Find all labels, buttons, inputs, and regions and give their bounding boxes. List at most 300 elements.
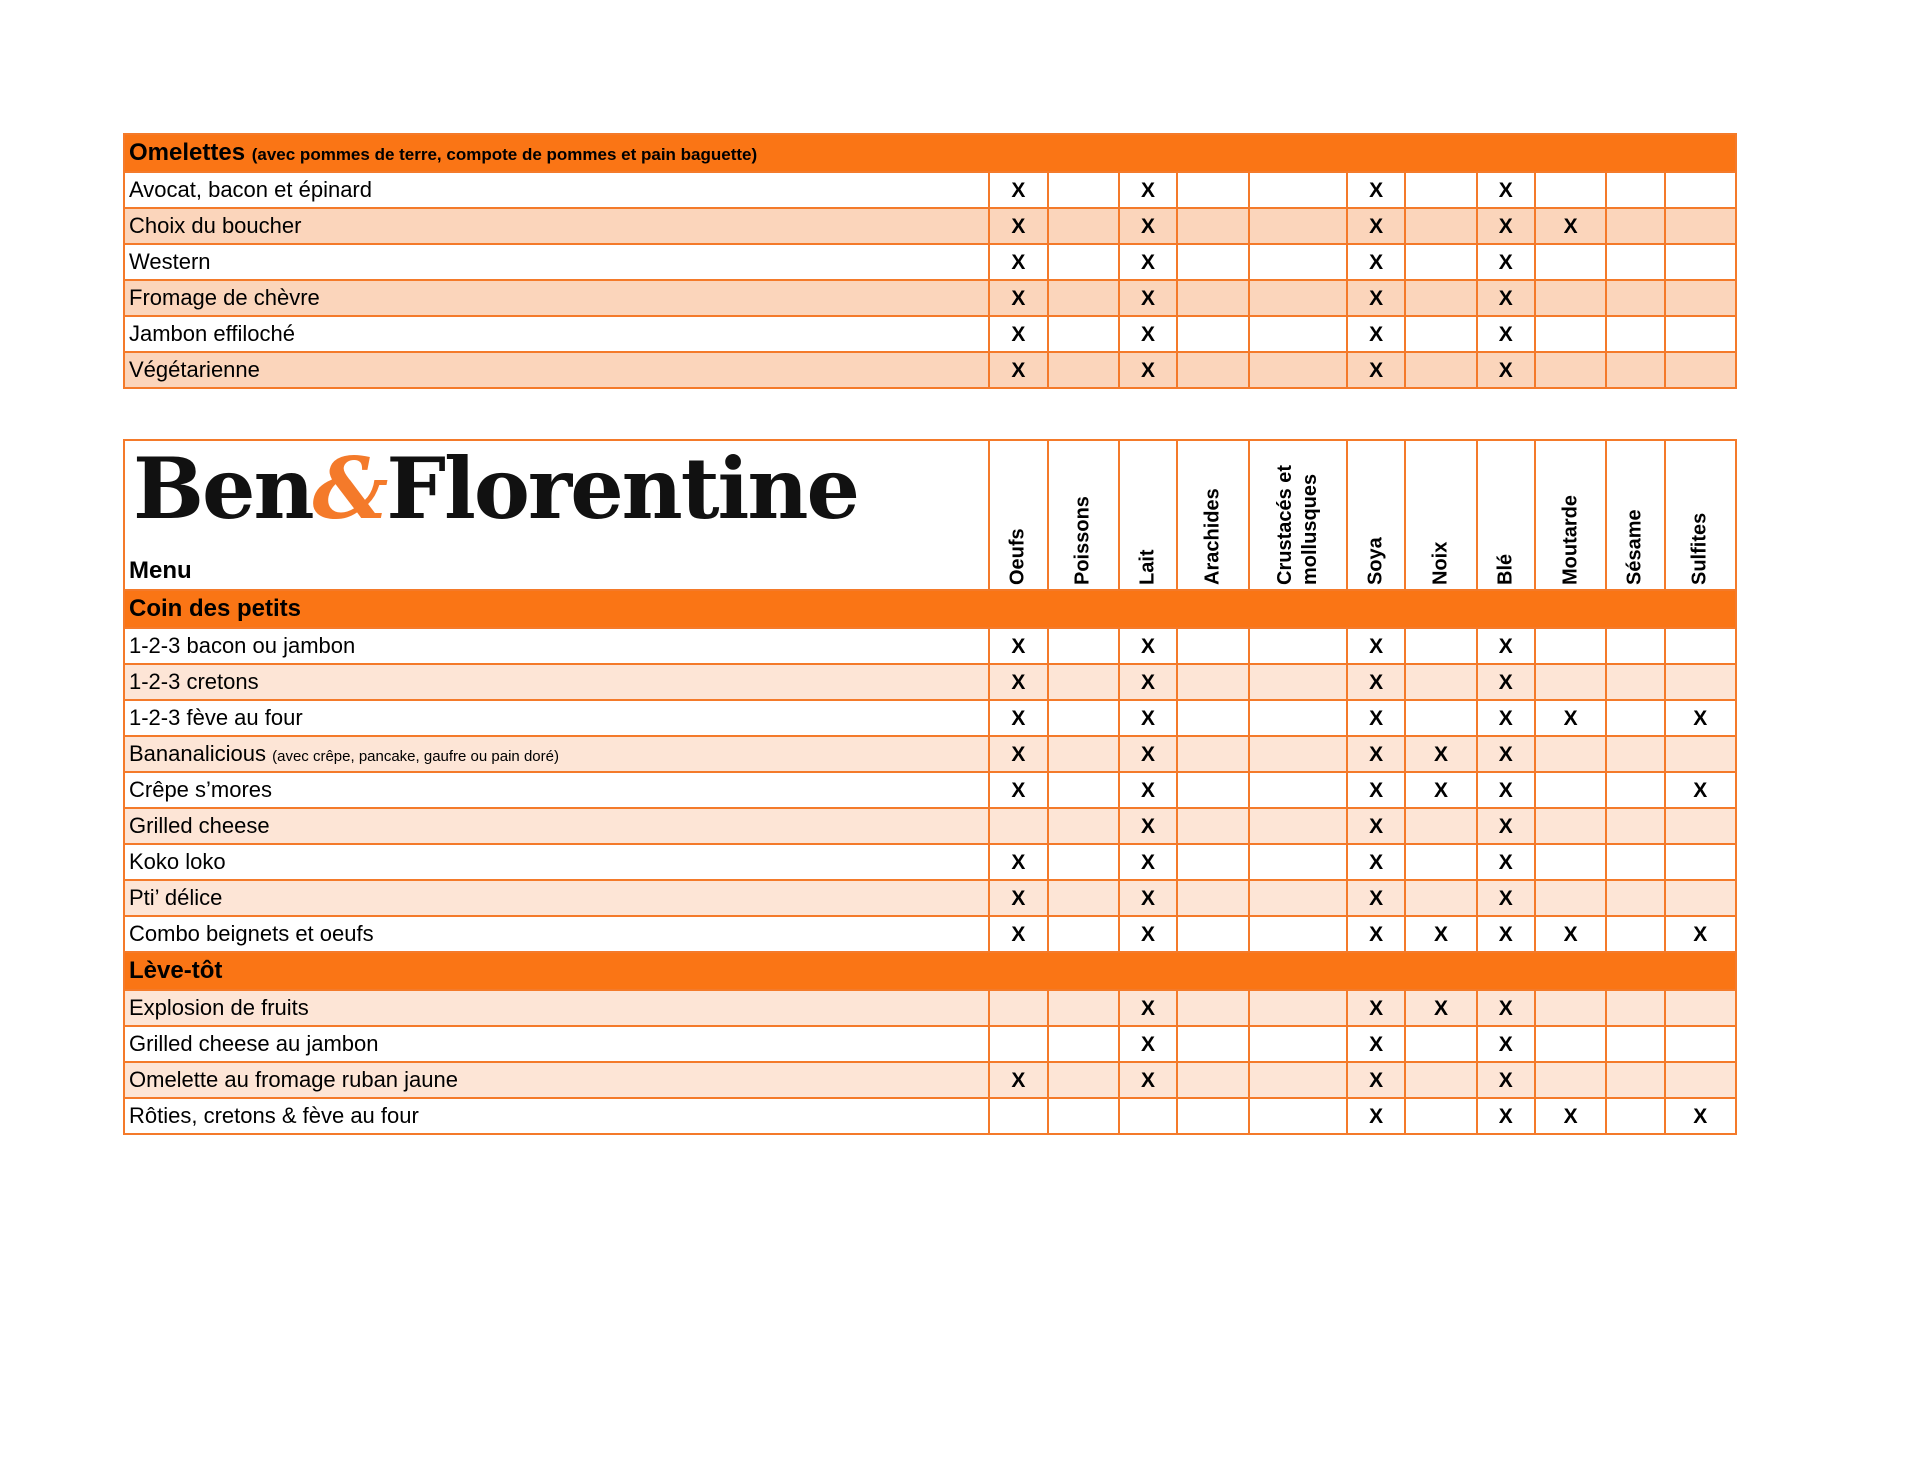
allergen-cell-ble: X <box>1477 1026 1535 1062</box>
item-name: Omelette au fromage ruban jaune <box>129 1067 458 1092</box>
table-row <box>124 990 1736 1026</box>
allergen-cell-soya: X <box>1347 316 1405 352</box>
allergen-cell-ble: X <box>1477 1062 1535 1098</box>
allergen-cell-soya: X <box>1347 664 1405 700</box>
allergen-cell-soya: X <box>1347 172 1405 208</box>
allergen-cell-crustaces-et-mollusques <box>1249 736 1347 772</box>
allergen-cell-ble: X <box>1477 244 1535 280</box>
allergen-cell-lait: X <box>1119 844 1177 880</box>
allergen-cell-oeufs: X <box>989 844 1047 880</box>
item-name-cell <box>124 700 989 736</box>
item-name: 1-2-3 fève au four <box>129 705 303 730</box>
allergen-cell-sulfites <box>1665 316 1736 352</box>
allergen-cell-crustaces-et-mollusques <box>1249 628 1347 664</box>
allergen-cell-noix: X <box>1405 736 1476 772</box>
allergen-cell-ble: X <box>1477 880 1535 916</box>
column-header-soya <box>1347 440 1405 590</box>
allergen-cell-oeufs: X <box>989 628 1047 664</box>
allergen-menu-table <box>123 439 1737 1135</box>
allergen-cell-crustaces-et-mollusques <box>1249 808 1347 844</box>
allergen-cell-arachides <box>1177 280 1248 316</box>
allergen-cell-moutarde <box>1535 244 1606 280</box>
allergen-cell-sulfites <box>1665 244 1736 280</box>
item-name: Jambon effiloché <box>129 321 295 346</box>
allergen-cell-ble: X <box>1477 1098 1535 1134</box>
allergen-cell-crustaces-et-mollusques <box>1249 990 1347 1026</box>
item-name-cell <box>124 772 989 808</box>
allergen-cell-poissons <box>1048 772 1119 808</box>
allergen-cell-sulfites <box>1665 172 1736 208</box>
allergen-cell-noix <box>1405 1098 1476 1134</box>
allergen-cell-poissons <box>1048 1062 1119 1098</box>
allergen-cell-crustaces-et-mollusques <box>1249 772 1347 808</box>
allergen-cell-soya: X <box>1347 208 1405 244</box>
column-header-label: Sésame <box>1623 509 1646 585</box>
allergen-cell-poissons <box>1048 628 1119 664</box>
allergen-cell-crustaces-et-mollusques <box>1249 172 1347 208</box>
allergen-cell-poissons <box>1048 172 1119 208</box>
allergen-cell-oeufs: X <box>989 880 1047 916</box>
allergen-cell-sulfites <box>1665 280 1736 316</box>
allergen-cell-noix <box>1405 1062 1476 1098</box>
allergen-cell-sulfites <box>1665 208 1736 244</box>
allergen-cell-sulfites <box>1665 880 1736 916</box>
table-row <box>124 208 1736 244</box>
allergen-cell-sulfites <box>1665 352 1736 388</box>
allergen-cell-poissons <box>1048 844 1119 880</box>
allergen-cell-ble: X <box>1477 664 1535 700</box>
allergen-cell-lait: X <box>1119 280 1177 316</box>
allergen-cell-sulfites: X <box>1665 916 1736 952</box>
allergen-cell-sesame <box>1606 880 1664 916</box>
allergen-cell-lait: X <box>1119 172 1177 208</box>
allergen-cell-crustaces-et-mollusques <box>1249 1026 1347 1062</box>
allergen-cell-soya: X <box>1347 1098 1405 1134</box>
allergen-cell-oeufs <box>989 1098 1047 1134</box>
allergen-cell-ble: X <box>1477 352 1535 388</box>
allergen-cell-poissons <box>1048 808 1119 844</box>
table-row <box>124 664 1736 700</box>
allergen-cell-moutarde: X <box>1535 916 1606 952</box>
allergen-cell-sesame <box>1606 664 1664 700</box>
allergen-cell-noix <box>1405 628 1476 664</box>
allergen-cell-moutarde <box>1535 172 1606 208</box>
allergen-cell-poissons <box>1048 990 1119 1026</box>
table-row <box>124 172 1736 208</box>
allergen-cell-oeufs: X <box>989 172 1047 208</box>
allergen-cell-sesame <box>1606 772 1664 808</box>
allergen-cell-poissons <box>1048 664 1119 700</box>
allergen-cell-noix <box>1405 208 1476 244</box>
allergen-cell-noix <box>1405 880 1476 916</box>
allergen-cell-oeufs: X <box>989 700 1047 736</box>
allergen-cell-lait: X <box>1119 664 1177 700</box>
allergen-cell-ble: X <box>1477 916 1535 952</box>
column-header-sesame <box>1606 440 1664 590</box>
allergen-cell-moutarde <box>1535 880 1606 916</box>
allergen-cell-lait: X <box>1119 880 1177 916</box>
allergen-cell-sesame <box>1606 844 1664 880</box>
section-subtitle: (avec pommes de terre, compote de pommes et pain baguette) <box>251 145 758 164</box>
allergen-cell-sulfites: X <box>1665 772 1736 808</box>
allergen-cell-moutarde: X <box>1535 1098 1606 1134</box>
allergen-cell-ble: X <box>1477 208 1535 244</box>
allergen-cell-ble: X <box>1477 172 1535 208</box>
item-name: Choix du boucher <box>129 213 302 238</box>
allergen-cell-soya: X <box>1347 844 1405 880</box>
allergen-cell-crustaces-et-mollusques <box>1249 1098 1347 1134</box>
allergen-cell-oeufs: X <box>989 664 1047 700</box>
allergen-cell-lait: X <box>1119 208 1177 244</box>
allergen-cell-sulfites: X <box>1665 700 1736 736</box>
allergen-cell-poissons <box>1048 352 1119 388</box>
allergen-cell-ble: X <box>1477 990 1535 1026</box>
allergen-cell-soya: X <box>1347 916 1405 952</box>
allergen-cell-moutarde <box>1535 1062 1606 1098</box>
allergen-cell-oeufs: X <box>989 280 1047 316</box>
allergen-cell-crustaces-et-mollusques <box>1249 880 1347 916</box>
allergen-cell-oeufs: X <box>989 244 1047 280</box>
item-name-cell <box>124 1098 989 1134</box>
item-name: 1-2-3 cretons <box>129 669 259 694</box>
allergen-cell-moutarde <box>1535 352 1606 388</box>
allergen-cell-poissons <box>1048 1098 1119 1134</box>
allergen-cell-arachides <box>1177 244 1248 280</box>
allergen-cell-noix <box>1405 700 1476 736</box>
table-row <box>124 628 1736 664</box>
allergen-cell-poissons <box>1048 880 1119 916</box>
allergen-cell-moutarde <box>1535 280 1606 316</box>
table-row <box>124 916 1736 952</box>
allergen-cell-oeufs <box>989 990 1047 1026</box>
allergen-cell-ble: X <box>1477 808 1535 844</box>
allergen-cell-crustaces-et-mollusques <box>1249 316 1347 352</box>
item-name-cell <box>124 808 989 844</box>
allergen-cell-arachides <box>1177 1026 1248 1062</box>
brand-logo: Ben&Florentine <box>133 440 858 538</box>
allergen-cell-arachides <box>1177 628 1248 664</box>
column-header-label: Sulfites <box>1688 512 1711 585</box>
item-name: Avocat, bacon et épinard <box>129 177 372 202</box>
allergen-cell-sulfites <box>1665 844 1736 880</box>
item-name-cell <box>124 664 989 700</box>
column-header-lait <box>1119 440 1177 590</box>
allergen-cell-poissons <box>1048 916 1119 952</box>
allergen-cell-arachides <box>1177 844 1248 880</box>
allergen-cell-moutarde <box>1535 772 1606 808</box>
menu-label: Menu <box>129 557 192 584</box>
allergen-cell-noix <box>1405 352 1476 388</box>
column-header-label: Blé <box>1494 553 1517 585</box>
allergen-cell-arachides <box>1177 880 1248 916</box>
allergen-cell-arachides <box>1177 208 1248 244</box>
allergen-cell-sulfites: X <box>1665 1098 1736 1134</box>
item-name: 1-2-3 bacon ou jambon <box>129 633 356 658</box>
allergen-cell-sulfites <box>1665 1062 1736 1098</box>
allergen-cell-noix <box>1405 664 1476 700</box>
column-header-label: Soya <box>1364 537 1387 585</box>
allergen-cell-soya: X <box>1347 628 1405 664</box>
allergen-cell-arachides <box>1177 772 1248 808</box>
allergen-cell-oeufs <box>989 808 1047 844</box>
allergen-cell-sesame <box>1606 990 1664 1026</box>
table-row <box>124 880 1736 916</box>
allergen-cell-sesame <box>1606 808 1664 844</box>
allergen-cell-soya: X <box>1347 990 1405 1026</box>
allergen-cell-soya: X <box>1347 1062 1405 1098</box>
allergen-cell-poissons <box>1048 736 1119 772</box>
allergen-cell-oeufs <box>989 1026 1047 1062</box>
column-header-label: Poissons <box>1071 496 1094 585</box>
item-name-cell <box>124 208 989 244</box>
allergen-cell-oeufs: X <box>989 736 1047 772</box>
allergen-cell-oeufs: X <box>989 352 1047 388</box>
allergen-cell-sesame <box>1606 172 1664 208</box>
allergen-cell-sulfites <box>1665 990 1736 1026</box>
allergen-cell-moutarde: X <box>1535 208 1606 244</box>
item-name: Végétarienne <box>129 357 260 382</box>
allergen-cell-noix <box>1405 844 1476 880</box>
allergen-cell-arachides <box>1177 352 1248 388</box>
allergen-cell-noix <box>1405 172 1476 208</box>
item-name: Western <box>129 249 211 274</box>
allergen-cell-lait <box>1119 1098 1177 1134</box>
item-name-cell <box>124 316 989 352</box>
allergen-cell-ble: X <box>1477 280 1535 316</box>
item-note: (avec crêpe, pancake, gaufre ou pain doré) <box>272 748 559 765</box>
allergen-cell-lait: X <box>1119 990 1177 1026</box>
allergen-cell-soya: X <box>1347 808 1405 844</box>
allergen-cell-sesame <box>1606 700 1664 736</box>
allergen-cell-sesame <box>1606 208 1664 244</box>
item-name-cell <box>124 916 989 952</box>
allergen-cell-arachides <box>1177 916 1248 952</box>
allergen-cell-sesame <box>1606 316 1664 352</box>
table-row <box>124 700 1736 736</box>
allergen-cell-poissons <box>1048 280 1119 316</box>
table-row <box>124 736 1736 772</box>
column-header-label: Lait <box>1136 549 1159 585</box>
allergen-cell-sesame <box>1606 916 1664 952</box>
allergen-cell-soya: X <box>1347 772 1405 808</box>
allergen-cell-crustaces-et-mollusques <box>1249 700 1347 736</box>
allergen-cell-arachides <box>1177 316 1248 352</box>
column-header-arachides <box>1177 440 1248 590</box>
allergen-cell-noix: X <box>1405 772 1476 808</box>
allergen-cell-lait: X <box>1119 352 1177 388</box>
item-name-cell <box>124 1062 989 1098</box>
item-name: Grilled cheese <box>129 813 270 838</box>
allergen-cell-lait: X <box>1119 316 1177 352</box>
brand-cell <box>124 440 989 590</box>
allergen-cell-lait: X <box>1119 700 1177 736</box>
allergen-cell-oeufs: X <box>989 772 1047 808</box>
allergen-cell-moutarde <box>1535 1026 1606 1062</box>
column-header-poissons <box>1048 440 1119 590</box>
table-row <box>124 1098 1736 1134</box>
allergen-cell-sulfites <box>1665 628 1736 664</box>
allergen-cell-moutarde <box>1535 990 1606 1026</box>
item-name-cell <box>124 1026 989 1062</box>
allergen-cell-lait: X <box>1119 916 1177 952</box>
allergen-cell-lait: X <box>1119 1026 1177 1062</box>
allergen-cell-poissons <box>1048 700 1119 736</box>
allergen-cell-moutarde: X <box>1535 700 1606 736</box>
allergen-cell-lait: X <box>1119 772 1177 808</box>
column-header-label: Arachides <box>1201 488 1224 585</box>
allergen-cell-moutarde <box>1535 736 1606 772</box>
item-name-cell <box>124 628 989 664</box>
allergen-cell-oeufs: X <box>989 1062 1047 1098</box>
allergen-cell-arachides <box>1177 736 1248 772</box>
allergen-cell-noix <box>1405 808 1476 844</box>
allergen-cell-ble: X <box>1477 844 1535 880</box>
allergen-cell-arachides <box>1177 700 1248 736</box>
allergen-cell-moutarde <box>1535 628 1606 664</box>
column-header-oeufs <box>989 440 1047 590</box>
allergen-cell-lait: X <box>1119 244 1177 280</box>
table-row <box>124 808 1736 844</box>
allergen-cell-sesame <box>1606 628 1664 664</box>
allergen-cell-lait: X <box>1119 808 1177 844</box>
allergen-cell-moutarde <box>1535 316 1606 352</box>
table-row <box>124 844 1736 880</box>
table-row <box>124 1062 1736 1098</box>
column-header-label: Noix <box>1429 541 1452 585</box>
allergen-cell-crustaces-et-mollusques <box>1249 844 1347 880</box>
header-row <box>124 440 1736 590</box>
item-name-cell <box>124 880 989 916</box>
table-row <box>124 772 1736 808</box>
allergen-cell-soya: X <box>1347 1026 1405 1062</box>
allergen-cell-moutarde <box>1535 664 1606 700</box>
allergen-cell-noix <box>1405 244 1476 280</box>
item-name-cell <box>124 990 989 1026</box>
allergen-cell-arachides <box>1177 1098 1248 1134</box>
allergen-cell-soya: X <box>1347 352 1405 388</box>
allergen-cell-sesame <box>1606 352 1664 388</box>
allergen-cell-noix <box>1405 1026 1476 1062</box>
allergen-cell-ble: X <box>1477 628 1535 664</box>
column-header-moutarde <box>1535 440 1606 590</box>
allergen-cell-oeufs: X <box>989 208 1047 244</box>
allergen-cell-ble: X <box>1477 772 1535 808</box>
column-header-sulfites <box>1665 440 1736 590</box>
allergen-cell-crustaces-et-mollusques <box>1249 1062 1347 1098</box>
table-row <box>124 352 1736 388</box>
allergen-cell-sesame <box>1606 1062 1664 1098</box>
allergen-cell-crustaces-et-mollusques <box>1249 916 1347 952</box>
allergen-cell-arachides <box>1177 172 1248 208</box>
allergen-cell-noix: X <box>1405 990 1476 1026</box>
allergen-cell-soya: X <box>1347 880 1405 916</box>
allergen-cell-soya: X <box>1347 736 1405 772</box>
item-name-cell <box>124 280 989 316</box>
allergen-cell-sesame <box>1606 244 1664 280</box>
column-header-ble <box>1477 440 1535 590</box>
allergen-cell-sulfites <box>1665 664 1736 700</box>
omelettes-table <box>123 133 1737 389</box>
allergen-cell-oeufs: X <box>989 316 1047 352</box>
allergen-cell-moutarde <box>1535 808 1606 844</box>
section-header-omelettes <box>124 134 1736 172</box>
allergen-cell-lait: X <box>1119 628 1177 664</box>
allergen-cell-oeufs: X <box>989 916 1047 952</box>
allergen-cell-crustaces-et-mollusques <box>1249 244 1347 280</box>
allergen-cell-arachides <box>1177 1062 1248 1098</box>
table-row <box>124 244 1736 280</box>
column-header-crustaces-et-mollusques <box>1249 440 1347 590</box>
table-row <box>124 280 1736 316</box>
allergen-cell-sesame <box>1606 280 1664 316</box>
item-name: Rôties, cretons & fève au four <box>129 1103 419 1128</box>
allergen-cell-poissons <box>1048 1026 1119 1062</box>
item-name-cell <box>124 844 989 880</box>
allergen-cell-arachides <box>1177 990 1248 1026</box>
allergen-cell-sesame <box>1606 736 1664 772</box>
section-title: Omelettes <box>129 139 246 166</box>
allergen-cell-crustaces-et-mollusques <box>1249 664 1347 700</box>
allergen-cell-soya: X <box>1347 280 1405 316</box>
allergen-cell-poissons <box>1048 208 1119 244</box>
item-name: Grilled cheese au jambon <box>129 1031 379 1056</box>
section-header-leve-tot <box>124 952 1736 990</box>
section-header-coin-des-petits <box>124 590 1736 628</box>
allergen-cell-crustaces-et-mollusques <box>1249 208 1347 244</box>
allergen-cell-sesame <box>1606 1098 1664 1134</box>
allergen-cell-poissons <box>1048 316 1119 352</box>
column-header-label: Crustacés et mollusques <box>1273 464 1321 585</box>
allergen-cell-ble: X <box>1477 316 1535 352</box>
item-name: Koko loko <box>129 849 226 874</box>
item-name-cell <box>124 172 989 208</box>
allergen-cell-sulfites <box>1665 808 1736 844</box>
allergen-cell-poissons <box>1048 244 1119 280</box>
allergen-cell-crustaces-et-mollusques <box>1249 280 1347 316</box>
allergen-cell-lait: X <box>1119 736 1177 772</box>
allergen-cell-ble: X <box>1477 736 1535 772</box>
column-header-label: Oeufs <box>1006 528 1029 585</box>
allergen-cell-arachides <box>1177 664 1248 700</box>
allergen-cell-sesame <box>1606 1026 1664 1062</box>
allergen-cell-soya: X <box>1347 244 1405 280</box>
allergen-cell-moutarde <box>1535 844 1606 880</box>
allergen-cell-noix <box>1405 316 1476 352</box>
allergen-cell-sulfites <box>1665 1026 1736 1062</box>
allergen-cell-arachides <box>1177 808 1248 844</box>
column-header-label: Moutarde <box>1559 495 1582 585</box>
section-title: Lève-tôt <box>129 957 223 984</box>
item-name: Crêpe s’mores <box>129 777 273 802</box>
item-name: Combo beignets et oeufs <box>129 921 374 946</box>
item-name-cell <box>124 244 989 280</box>
section-title: Coin des petits <box>129 595 302 622</box>
allergen-cell-soya: X <box>1347 700 1405 736</box>
table-row <box>124 316 1736 352</box>
allergen-cell-noix: X <box>1405 916 1476 952</box>
allergen-cell-sulfites <box>1665 736 1736 772</box>
item-name: Pti’ délice <box>129 885 223 910</box>
item-name-cell <box>124 736 989 772</box>
allergen-cell-ble: X <box>1477 700 1535 736</box>
item-name: Bananalicious <box>129 741 266 766</box>
item-name-cell <box>124 352 989 388</box>
item-name: Fromage de chèvre <box>129 285 320 310</box>
allergen-cell-lait: X <box>1119 1062 1177 1098</box>
allergen-cell-noix <box>1405 280 1476 316</box>
allergen-cell-crustaces-et-mollusques <box>1249 352 1347 388</box>
item-name: Explosion de fruits <box>129 995 309 1020</box>
